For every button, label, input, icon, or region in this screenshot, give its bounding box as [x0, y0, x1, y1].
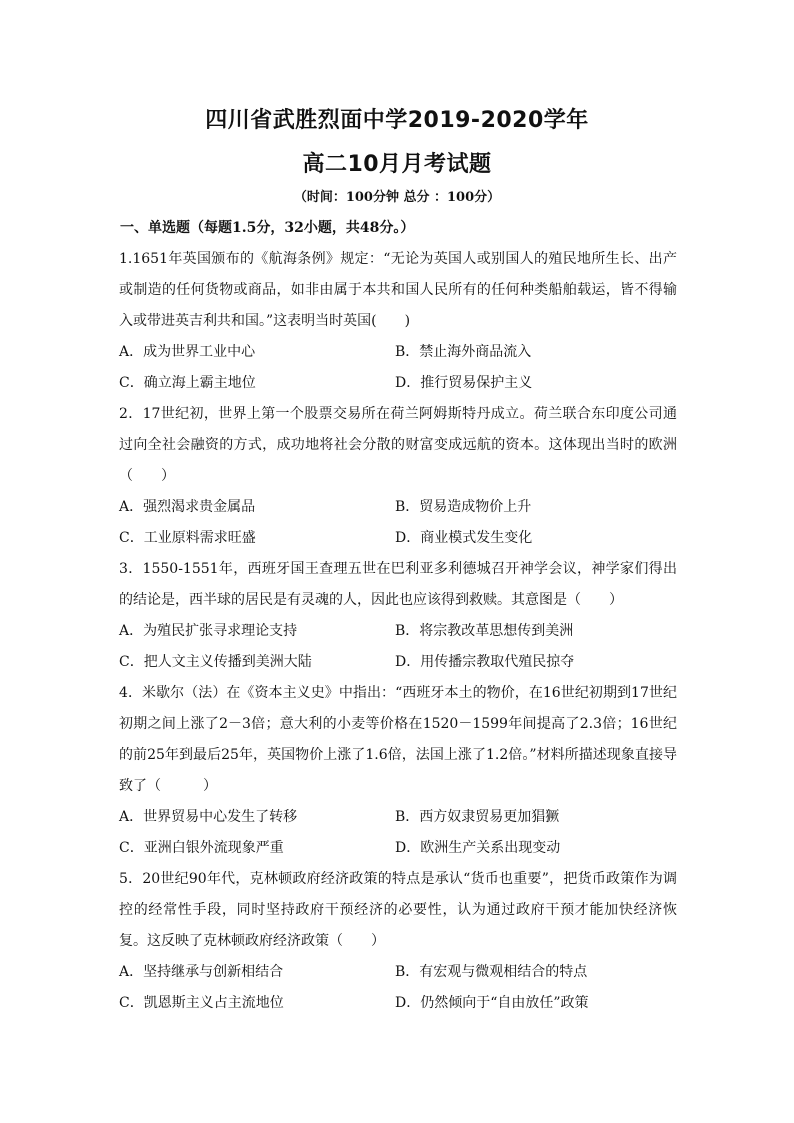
option-a: A．为殖民扩张寻求理论支持 — [119, 623, 298, 639]
question-stem: 2．17世纪初，世界上第一个股票交易所在荷兰阿姆斯特丹成立。荷兰联合东印度公司通过向全社会融资的方式，成功地将社会分散的财富变成远航的资本。这体现出当时的欧洲（ ） — [119, 406, 677, 484]
question-list — [119, 244, 677, 1019]
option-a: A．坚持继承与创新相结合 — [119, 964, 284, 980]
option-d: D．用传播宗教取代殖民掠夺 — [395, 654, 575, 670]
options-row — [119, 988, 677, 1019]
option-a: A．成为世界工业中心 — [119, 344, 256, 360]
options-row — [119, 647, 677, 678]
option-c: C．确立海上霸主地位 — [119, 375, 256, 391]
option-d: D．商业模式发生变化 — [395, 530, 533, 546]
question-2 — [119, 399, 677, 554]
section-title: 一、单选题（每题1.5分，32小题，共48分。） — [120, 220, 415, 236]
option-c: C．凯恩斯主义占主流地位 — [119, 995, 284, 1011]
option-b: B．将宗教改革思想传到美洲 — [395, 623, 574, 639]
options-row — [119, 616, 677, 647]
options-row — [119, 523, 677, 554]
option-b: B．禁止海外商品流入 — [395, 344, 532, 360]
options-row — [119, 368, 677, 399]
option-c: C．亚洲白银外流现象严重 — [119, 840, 284, 856]
question-stem: 5．20世纪90年代，克林顿政府经济政策的特点是承认“货币也重要”，把货币政策作为调控的经常性手段，同时坚持政府干预经济的必要性，认为通过政府干预才能加快经济恢复。这反映了克林顿政府经济政策（ ） — [119, 871, 677, 949]
option-c: C．工业原料需求旺盛 — [119, 530, 256, 546]
question-1 — [119, 244, 677, 399]
exam-subtitle: （时间：100分钟 总分 ：100分） — [293, 190, 501, 205]
options-row — [119, 833, 677, 864]
option-b: B．西方奴隶贸易更加猖獗 — [395, 809, 560, 825]
question-5 — [119, 864, 677, 1019]
exam-title-line2: 高二10月月考试题 — [302, 152, 492, 177]
option-b: B．贸易造成物价上升 — [395, 499, 532, 515]
question-stem: 4．米歇尔（法）在《资本主义史》中指出：“西班牙本土的物价，在16世纪初期到17世纪初期之间上涨了2－3倍；意大利的小麦等价格在1520－1599年间提高了2.3倍；16世纪的前25年到最后25年，英国物价上涨了1.6倍，法国上涨了1.2倍。”材料所描述现象直接导致了（ ） — [119, 685, 677, 794]
question-4 — [119, 678, 677, 864]
option-a: A．世界贸易中心发生了转移 — [119, 809, 298, 825]
options-row — [119, 957, 677, 988]
options-row — [119, 492, 677, 523]
options-row — [119, 802, 677, 833]
question-stem: 1.1651年英国颁布的《航海条例》规定：“无论为英国人或别国人的殖民地所生长、出产或制造的任何货物或商品，如非由属于本共和国人民所有的任何种类船舶载运，皆不得输入或带进英吉利共和国。”这表明当时英国( ) — [119, 251, 677, 329]
exam-title-line1: 四川省武胜烈面中学2019-2020学年 — [205, 108, 589, 133]
question-stem: 3．1550-1551年，西班牙国王查理五世在巴利亚多利德城召开神学会议，神学家们得出的结论是，西半球的居民是有灵魂的人，因此也应该得到救赎。其意图是（ ） — [119, 561, 677, 608]
options-row — [119, 337, 677, 368]
option-d: D．仍然倾向于“自由放任”政策 — [395, 995, 589, 1011]
option-b: B．有宏观与微观相结合的特点 — [395, 964, 588, 980]
question-3 — [119, 554, 677, 678]
option-c: C．把人文主义传播到美洲大陆 — [119, 654, 312, 670]
option-d: D．推行贸易保护主义 — [395, 375, 533, 391]
option-a: A．强烈渴求贵金属品 — [119, 499, 256, 515]
option-d: D．欧洲生产关系出现变动 — [395, 840, 561, 856]
